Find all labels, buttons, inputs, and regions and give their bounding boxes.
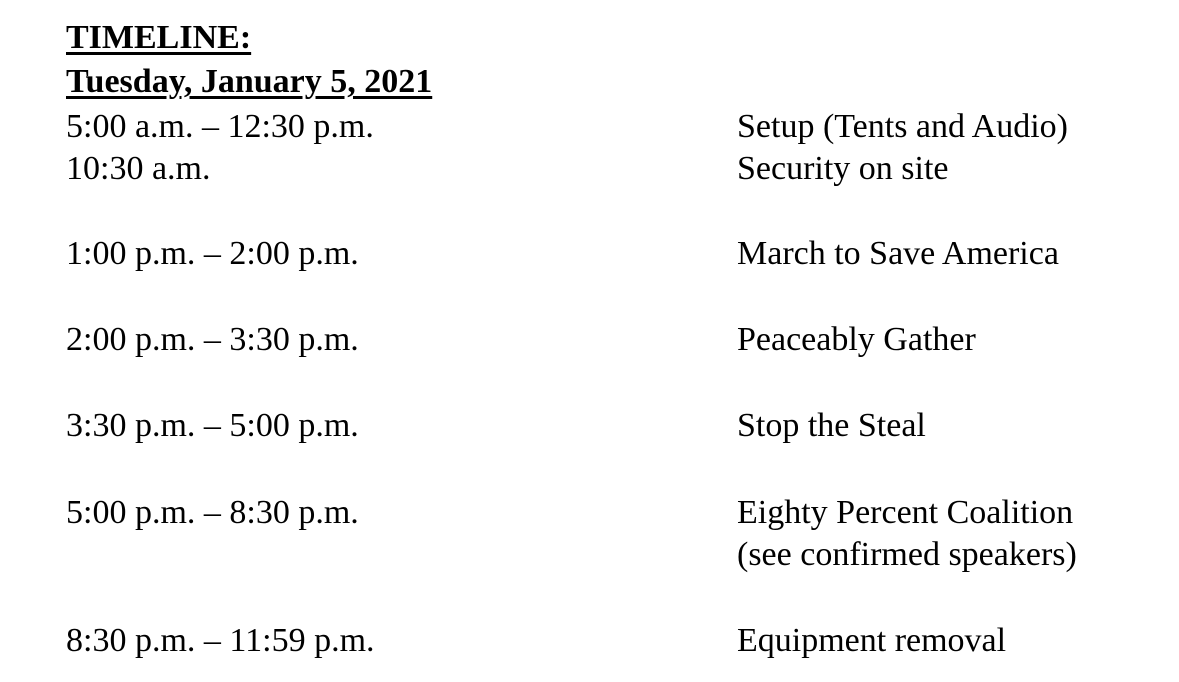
schedule-time-security: 10:30 a.m. bbox=[66, 150, 211, 187]
schedule-time-stop-the-steal: 3:30 p.m. – 5:00 p.m. bbox=[66, 407, 359, 444]
schedule-time-equipment-removal: 8:30 p.m. – 11:59 p.m. bbox=[66, 622, 375, 659]
schedule-time-gather: 2:00 p.m. – 3:30 p.m. bbox=[66, 321, 359, 358]
schedule-event-security: Security on site bbox=[737, 150, 949, 187]
schedule-time-march: 1:00 p.m. – 2:00 p.m. bbox=[66, 235, 359, 272]
schedule-time-coalition: 5:00 p.m. – 8:30 p.m. bbox=[66, 494, 359, 531]
schedule-event-coalition-note: (see confirmed speakers) bbox=[737, 536, 1077, 573]
schedule-event-gather: Peaceably Gather bbox=[737, 321, 976, 358]
schedule-event-setup: Setup (Tents and Audio) bbox=[737, 108, 1068, 145]
schedule-event-stop-the-steal: Stop the Steal bbox=[737, 407, 926, 444]
schedule-event-march: March to Save America bbox=[737, 235, 1059, 272]
schedule-time-setup: 5:00 a.m. – 12:30 p.m. bbox=[66, 108, 374, 145]
timeline-title: TIMELINE: bbox=[66, 19, 252, 56]
schedule-event-coalition: Eighty Percent Coalition bbox=[737, 494, 1074, 531]
schedule-event-equipment-removal: Equipment removal bbox=[737, 622, 1007, 659]
timeline-date: Tuesday, January 5, 2021 bbox=[66, 63, 433, 100]
